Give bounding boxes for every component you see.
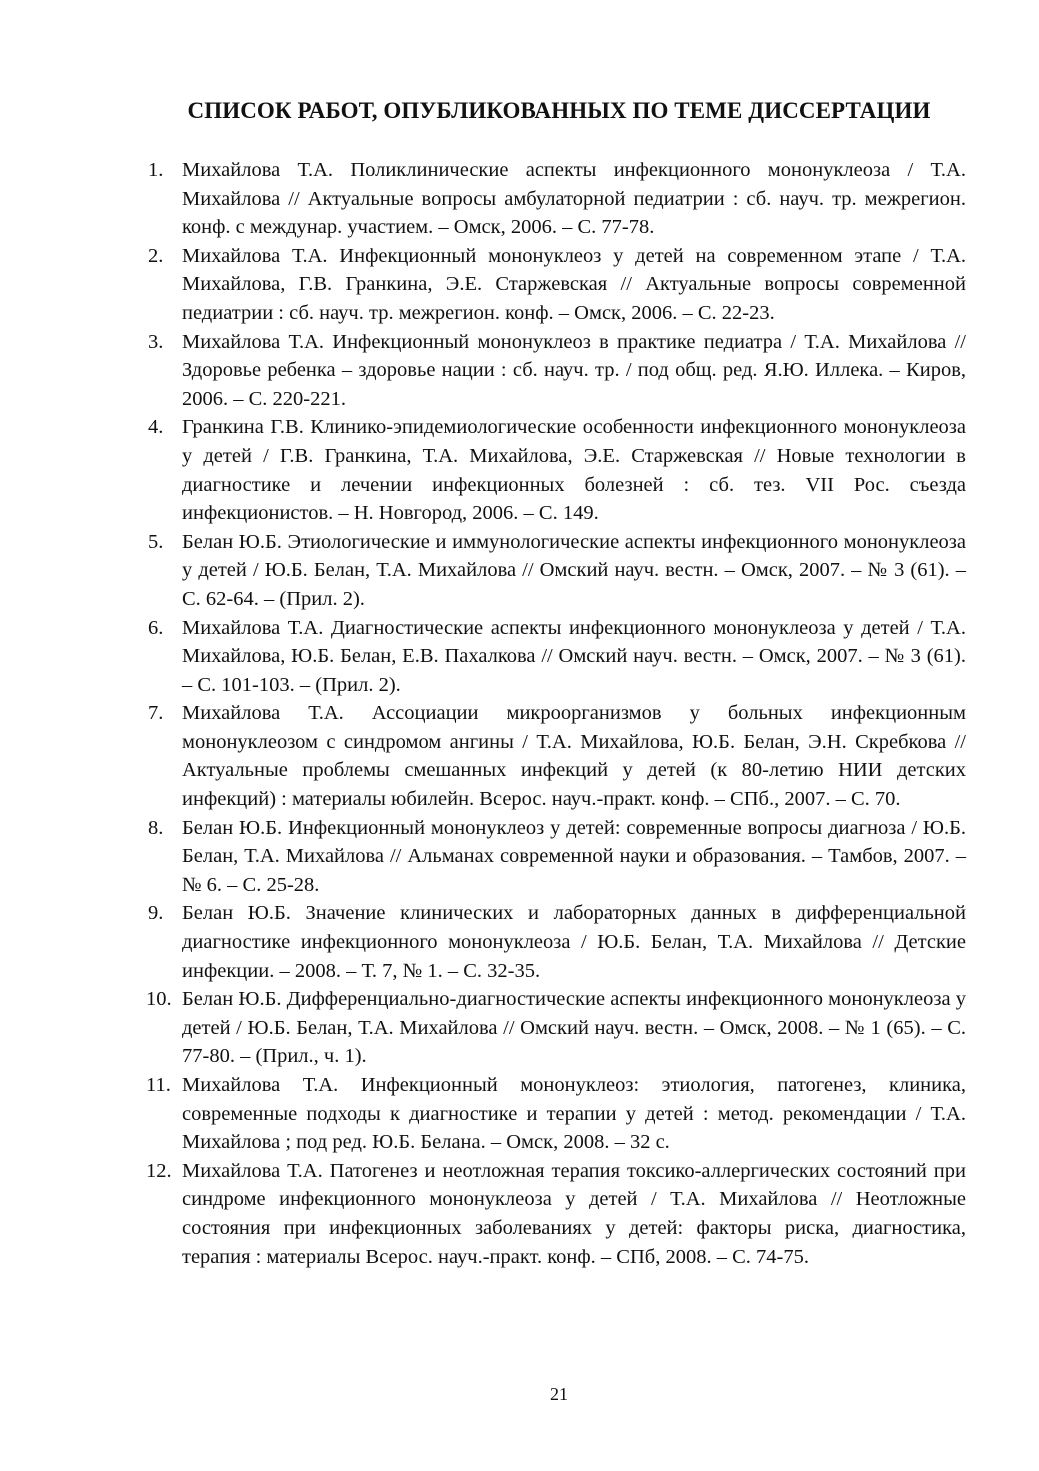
reference-item bbox=[148, 413, 966, 527]
reference-number: 8. bbox=[148, 816, 164, 839]
reference-text: Белан Ю.Б. Инфекционный мононуклеоз у детей: современные вопросы диагноза / Ю.Б. Белан, Т.А. Михайлова // Альманах современной науки и образования. – Тамбов, 2007. – № 6. – С. 25-28. bbox=[182, 816, 966, 896]
reference-number: 11. bbox=[146, 1074, 171, 1096]
reference-text: Михайлова Т.А. Поликлинические аспекты инфекционного мононуклеоза / Т.А. Михайлова // Актуальные вопросы амбулаторной педиатрии : сб. науч. тр. межрегион. конф. с междунар. участием. – Омск, 2006. – С. 77-78. bbox=[182, 159, 966, 239]
reference-text: Михайлова Т.А. Инфекционный мононуклеоз у детей на современном этапе / Т.А. Михайлова, Г.В. Гранкина, Э.Е. Старжевская // Актуальные вопросы современной педиатрии : сб. науч. тр. межрегион. конф. – Омск, 2006. – С. 22-23. bbox=[182, 244, 966, 324]
reference-text: Михайлова Т.А. Диагностические аспекты инфекционного мононуклеоза у детей / Т.А. Михайлова, Ю.Б. Белан, Е.В. Пахалкова // Омский науч. вестн. – Омск, 2007. – № 3 (61). – С. 101-103. – (Прил. 2). bbox=[182, 616, 966, 696]
reference-number: 10. bbox=[146, 988, 172, 1011]
reference-text: Михайлова Т.А. Патогенез и неотложная терапия токсико-аллергических состояний при синдроме инфекционного мононуклеоза у детей / Т.А. Михайлова // Неотложные состояния при инфекционных заболеваниях у детей: факторы риска, диагностика, терапия : материалы Всерос. науч.-практ. конф. – СПб, 2008. – С. 74-75. bbox=[182, 1159, 966, 1268]
reference-text: Михайлова Т.А. Инфекционный мононуклеоз: этиология, патогенез, клиника, современные подходы к диагностике и терапии у детей : метод. рекомендации / Т.А. Михайлова ; под ред. Ю.Б. Белана. – Омск, 2008. – 32 с. bbox=[182, 1074, 966, 1154]
reference-item bbox=[148, 1157, 966, 1271]
reference-text: Белан Ю.Б. Этиологические и иммунологические аспекты инфекционного мононуклеоза у детей / Ю.Б. Белан, Т.А. Михайлова // Омский науч. вестн. – Омск, 2007. – № 3 (61). – С. 62-64. – (Прил. 2). bbox=[182, 530, 966, 610]
reference-text: Михайлова Т.А. Инфекционный мононуклеоз в практике педиатра / Т.А. Михайлова // Здоровье ребенка – здоровье нации : сб. науч. тр. / под общ. ред. Я.Ю. Иллека. – Киров, 2006. – С. 220-221. bbox=[182, 330, 966, 410]
reference-number: 7. bbox=[148, 702, 164, 725]
reference-text: Белан Ю.Б. Дифференциально-диагностические аспекты инфекционного мононуклеоза у детей / Ю.Б. Белан, Т.А. Михайлова // Омский науч. вестн. – Омск, 2008. – № 1 (65). – С. 77-80. – (Прил., ч. 1). bbox=[182, 988, 966, 1068]
reference-number: 4. bbox=[148, 416, 164, 439]
page-number: 21 bbox=[550, 1384, 568, 1404]
reference-text: Гранкина Г.В. Клинико-эпидемиологические особенности инфекционного мононуклеоза у детей / Г.В. Гранкина, Т.А. Михайлова, Э.Е. Старжевская // Новые технологии в диагностике и лечении инфекционных болезней : сб. тез. VII Рос. съезда инфекционистов. – Н. Новгород, 2006. – С. 149. bbox=[182, 416, 966, 525]
reference-item bbox=[148, 614, 966, 700]
reference-item bbox=[148, 242, 966, 328]
reference-item bbox=[148, 1071, 966, 1157]
reference-number: 1. bbox=[148, 159, 164, 181]
reference-item bbox=[148, 328, 966, 414]
reference-item bbox=[148, 814, 966, 900]
reference-item bbox=[148, 985, 966, 1071]
reference-item bbox=[148, 899, 966, 985]
reference-text: Белан Ю.Б. Значение клинических и лабораторных данных в дифференциальной диагностике инфекционного мононуклеоза / Ю.Б. Белан, Т.А. Михайлова // Детские инфекции. – 2008. – Т. 7, № 1. – С. 32-35. bbox=[182, 902, 966, 982]
reference-item bbox=[148, 699, 966, 813]
reference-number: 5. bbox=[148, 530, 164, 553]
reference-text: Михайлова Т.А. Ассоциации микроорганизмов у больных инфекционным мононуклеозом с синдромом ангины / Т.А. Михайлова, Ю.Б. Белан, Э.Н. Скребкова // Актуальные проблемы смешанных инфекций у детей (к 80-летию НИИ детских инфекций) : материалы юбилейн. Всерос. науч.-практ. конф. – СПб., 2007. – С. 70. bbox=[182, 702, 966, 811]
reference-list bbox=[148, 156, 966, 1271]
reference-number: 6. bbox=[148, 616, 164, 639]
reference-number: 9. bbox=[148, 902, 164, 925]
reference-item bbox=[148, 156, 966, 242]
reference-number: 3. bbox=[148, 330, 164, 353]
reference-number: 2. bbox=[148, 244, 164, 267]
reference-item bbox=[148, 528, 966, 614]
reference-number: 12. bbox=[146, 1159, 172, 1182]
page-title: СПИСОК РАБОТ, ОПУБЛИКОВАННЫХ ПО ТЕМЕ ДИССЕРТАЦИИ bbox=[187, 98, 931, 123]
